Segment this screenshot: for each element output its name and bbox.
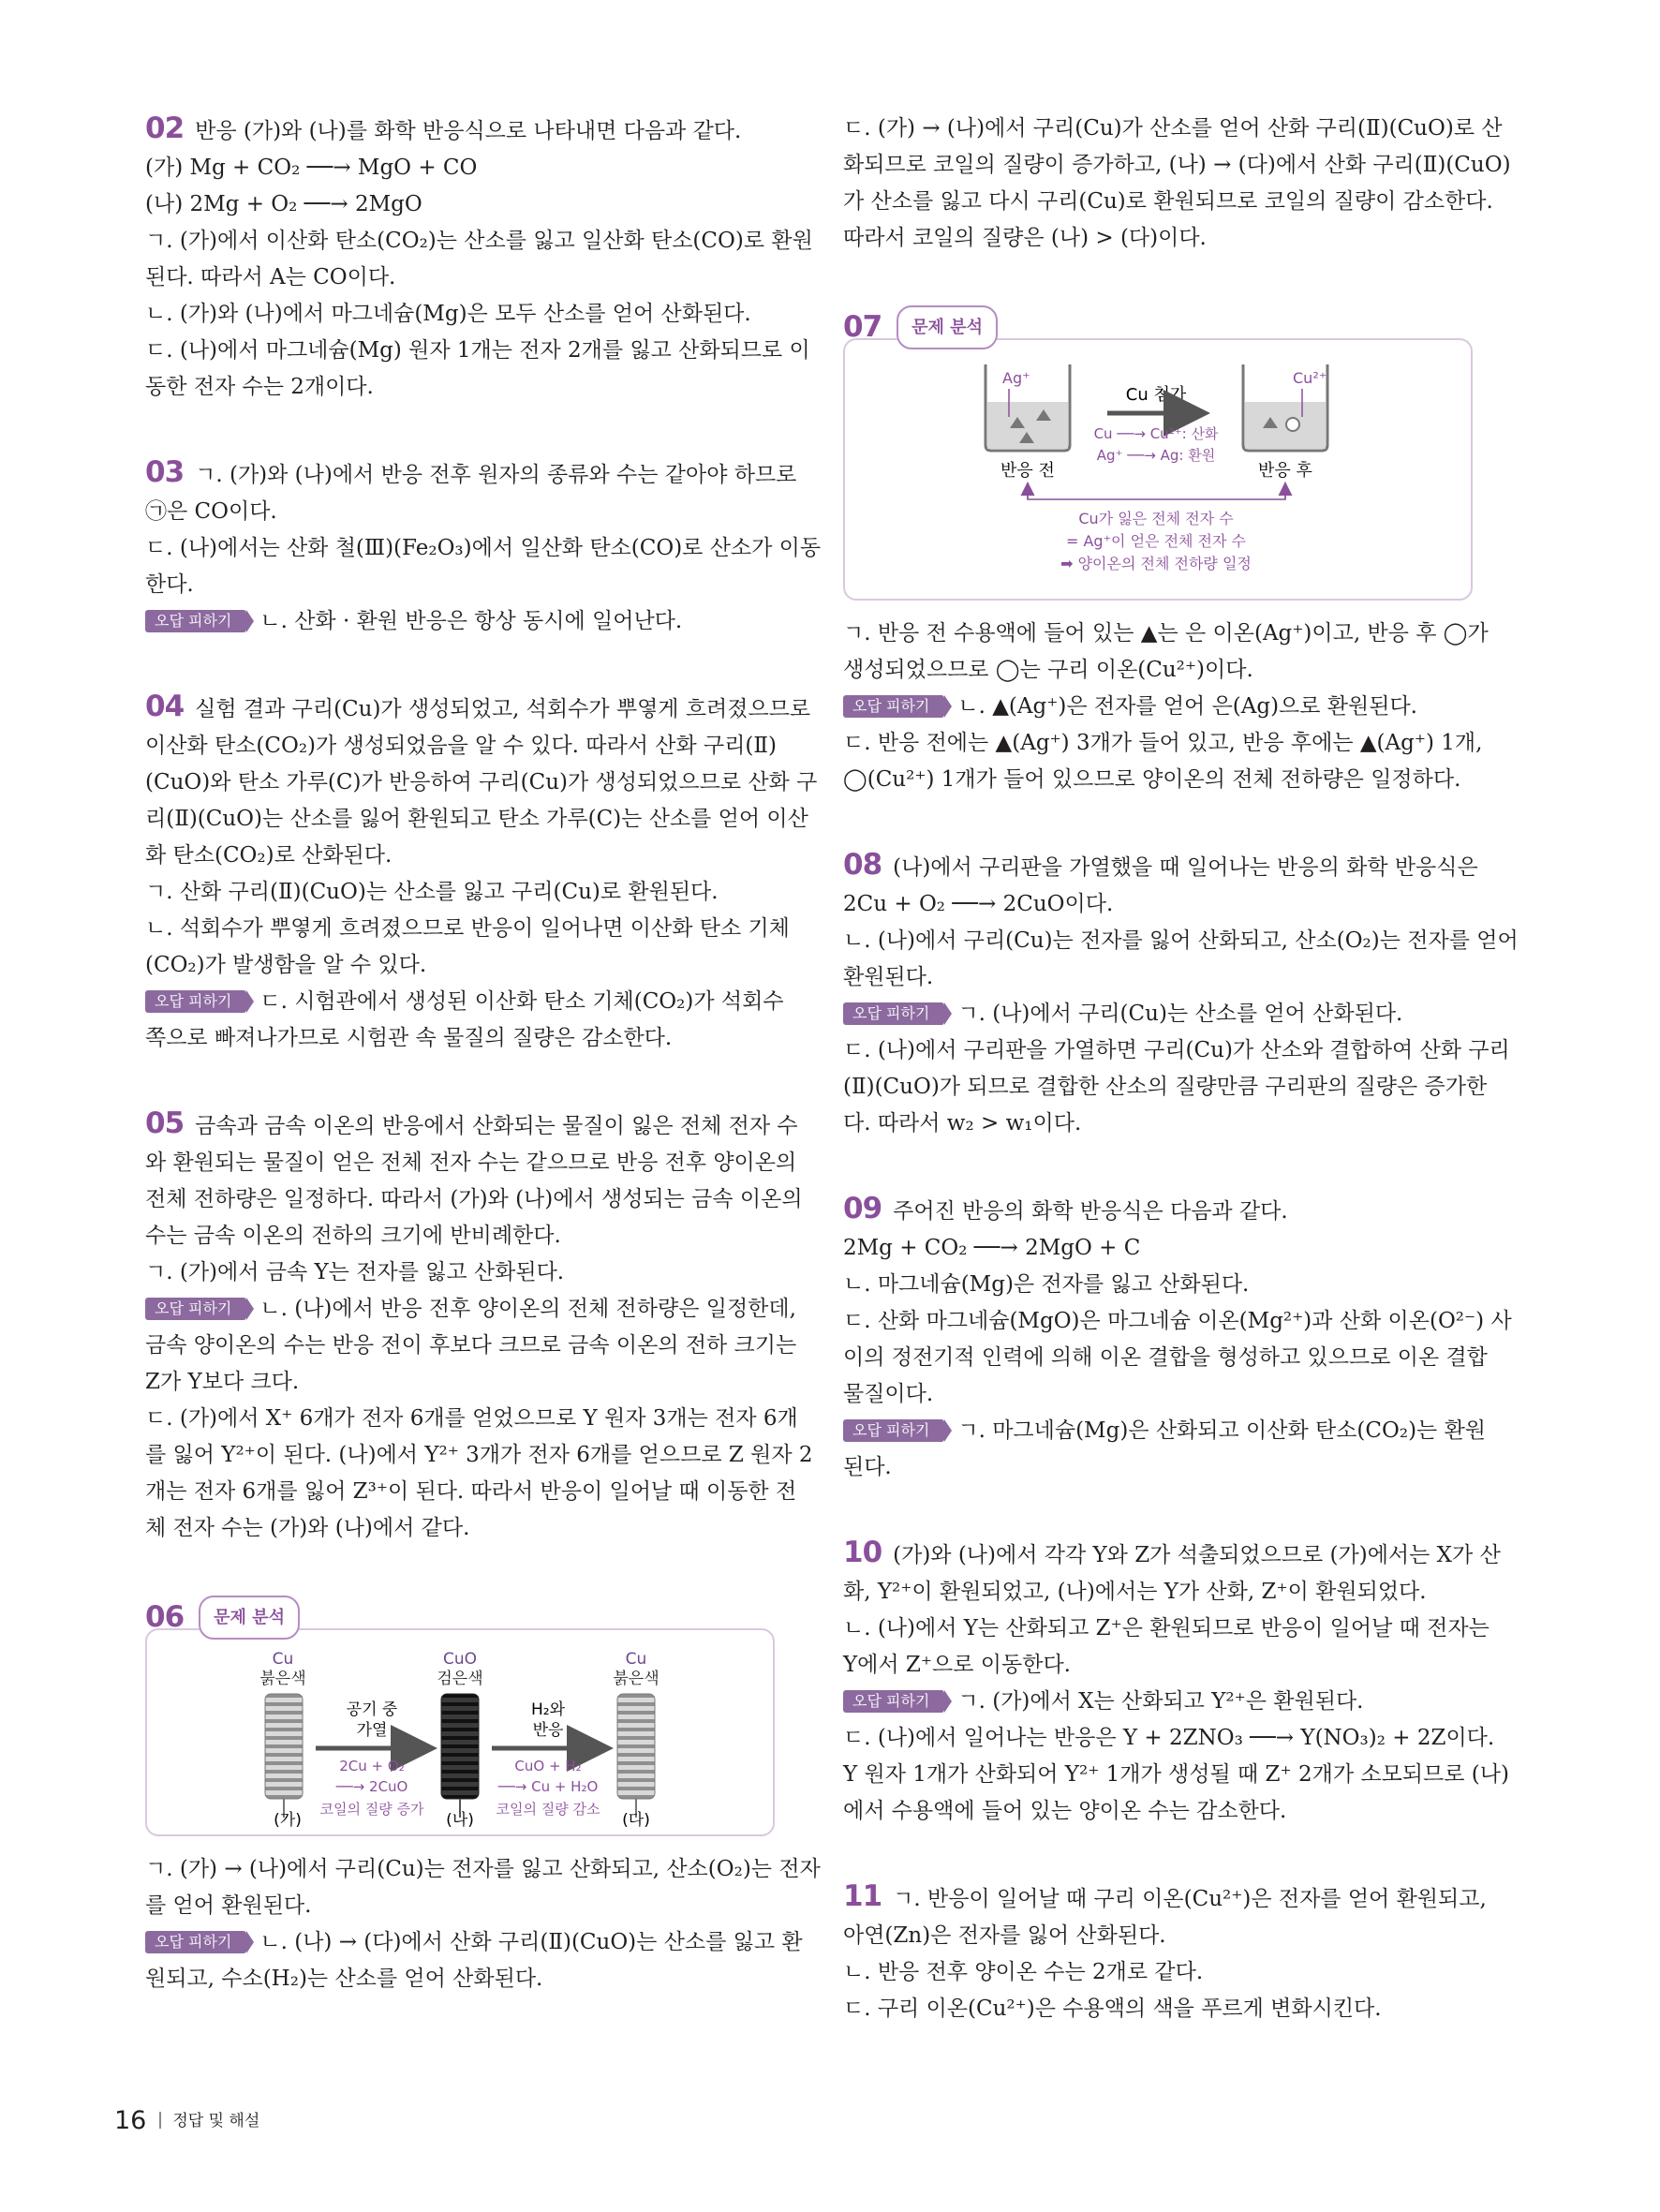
answer-08: [843, 847, 1519, 1142]
answer-10: [843, 1535, 1509, 1830]
text-line: ㄴ. (나)에서 구리(Cu)는 전자를 잃어 산화되고, 산소(O₂)는 전자를 얻어: [843, 928, 1519, 953]
text-line: ㄱ. 산화 구리(Ⅱ)(CuO)는 산소를 잃고 구리(Cu)로 환원된다.: [145, 880, 719, 904]
question-number: 11: [843, 1879, 882, 1913]
wrong-answer-badge: 오답 피하기: [145, 1931, 246, 1953]
text-line: ㄴ. ▲(Ag⁺)은 전자를 얻어 은(Ag)으로 환원된다.: [957, 694, 1417, 719]
arrow2-eq2: ──→ Cu + H₂O: [497, 1778, 599, 1795]
text-line: ㄱ. (가)에서 X는 산화되고 Y²⁺은 환원된다.: [957, 1689, 1364, 1714]
text-line: ㄴ. (가)와 (나)에서 마그네슘(Mg)은 모두 산소를 얻어 산화된다.: [145, 302, 751, 326]
text-line: ㄷ. 산화 마그네슘(MgO)은 마그네슘 이온(Mg²⁺)과 산화 이온(O²⁻) 사: [843, 1309, 1512, 1333]
coil-3: [617, 1694, 655, 1799]
arrow-label: Cu 첨가: [1125, 385, 1187, 405]
text-line: ㄱ. 반응 전 수용액에 들어 있는 ▲는 은 이온(Ag⁺)이고, 반응 후 ◯가: [843, 621, 1489, 646]
arrow1-eq: 2Cu + O₂: [339, 1758, 405, 1774]
answer-04: [145, 689, 818, 1057]
coil2-label: CuO: [442, 1650, 478, 1669]
text-line: 개는 전자 6개를 잃어 Z³⁺이 된다. 따라서 반응이 일어날 때 이동한 전: [145, 1479, 797, 1504]
text-line: ㄷ. (가) → (나)에서 구리(Cu)가 산소를 얻어 산화 구리(Ⅱ)(CuO)로 산: [843, 116, 1503, 141]
text-line: (가) Mg + CO₂ ──→ MgO + CO: [145, 156, 478, 180]
text-line: 에서 수용액에 들어 있는 양이온 수는 감소한다.: [843, 1799, 1287, 1823]
answer-02: [145, 111, 813, 406]
answer-09: [843, 1191, 1512, 1486]
text-line: 아연(Zn)은 전자를 잃어 산화된다.: [843, 1923, 1166, 1948]
text-line: ㄴ. 마그네슘(Mg)은 전자를 잃고 산화된다.: [843, 1272, 1250, 1297]
ion-ag: Ag⁺: [1002, 369, 1030, 387]
text-line: 된다. 따라서 A는 CO이다.: [145, 265, 396, 289]
label-ga: (가): [274, 1811, 302, 1830]
question-number: 06: [145, 1600, 185, 1634]
label-before: 반응 전: [1000, 461, 1055, 481]
label-da: (다): [622, 1811, 650, 1830]
text-line: (CO₂)가 발생함을 알 수 있다.: [145, 953, 427, 977]
text-line: 실험 결과 구리(Cu)가 생성되었고, 석회수가 뿌옇게 흐려졌으므로: [195, 697, 811, 721]
text-line: 된다.: [843, 1455, 892, 1479]
wrong-answer-badge: 오답 피하기: [145, 1298, 246, 1320]
note-decrease: 코일의 질량 감소: [496, 1801, 600, 1818]
text-line: 원되고, 수소(H₂)는 산소를 얻어 산화된다.: [145, 1967, 543, 1991]
beaker-reaction-figure: [845, 340, 1471, 599]
arrow1-eq2: ──→ 2CuO: [335, 1778, 408, 1795]
coil3-label: Cu: [625, 1650, 647, 1669]
text-line: 리(Ⅱ)(CuO)는 산소를 잃어 환원되고 탄소 가루(C)는 산소를 얻어 이산: [145, 807, 808, 831]
text-line: (CuO)와 탄소 가루(C)가 반응하여 구리(Cu)가 생성되었으므로 산화 구: [145, 770, 818, 794]
text-line: (나) 2Mg + O₂ ──→ 2MgO: [145, 192, 422, 216]
text-line: 이의 정전기적 인력에 의해 이온 결합을 형성하고 있으므로 이온 결합: [843, 1345, 1488, 1370]
text-line: 생성되었으므로 ◯는 구리 이온(Cu²⁺)이다.: [843, 658, 1253, 682]
text-line: 쪽으로 빠져나가므로 시험관 속 물질의 질량은 감소한다.: [145, 1026, 673, 1050]
text-line: ㉠은 CO이다.: [145, 499, 277, 524]
left-column: [145, 111, 822, 2046]
problem-analysis-tag: 문제 분석: [199, 1596, 300, 1640]
text-line: 가 산소를 잃고 다시 구리(Cu)로 환원되므로 코일의 질량이 감소한다.: [843, 189, 1493, 214]
right-column: [843, 111, 1519, 2076]
question-number: 08: [843, 848, 882, 882]
coil1-label: Cu: [272, 1650, 294, 1669]
eq-oxidation: Cu ──→ Cu²⁺: 산화: [1093, 425, 1219, 442]
wrong-answer-badge: 오답 피하기: [145, 610, 246, 632]
text-line: 동한 전자 수는 2개이다.: [145, 375, 374, 399]
text-line: (나)에서 구리판을 가열했을 때 일어나는 반응의 화학 반응식은: [893, 855, 1478, 880]
text-line: ㄱ. (가)에서 금속 Y는 전자를 잃고 산화된다.: [145, 1260, 565, 1284]
text-line: ㄱ. (나)에서 구리(Cu)는 산소를 얻어 산화된다.: [957, 1002, 1403, 1026]
coil1-color: 붉은색: [259, 1670, 306, 1688]
note-3: ➡ 양이온의 전체 전하량 일정: [1060, 555, 1252, 572]
note-2: = Ag⁺이 얻은 전체 전자 수: [1065, 532, 1247, 550]
eq-reduction: Ag⁺ ──→ Ag: 환원: [1096, 447, 1216, 464]
wrong-answer-badge: 오답 피하기: [843, 695, 944, 718]
text-line: 체 전자 수는 (가)와 (나)에서 같다.: [145, 1516, 470, 1540]
text-line: 를 얻어 환원된다.: [145, 1893, 312, 1918]
text-line: ㄷ. 구리 이온(Cu²⁺)은 수용액의 색을 푸르게 변화시킨다.: [843, 1997, 1382, 2021]
text-line: 2Mg + CO₂ ──→ 2MgO + C: [843, 1236, 1141, 1260]
answer-03: [145, 454, 822, 640]
question-number: 03: [145, 455, 185, 489]
text-line: ㄱ. 마그네슘(Mg)은 산화되고 이산화 탄소(CO₂)는 환원: [957, 1418, 1487, 1443]
arrow2-label: H₂와: [530, 1700, 566, 1719]
arrow1-label2: 가열: [356, 1721, 388, 1740]
text-line: ㄴ. 석회수가 뿌옇게 흐려졌으므로 반응이 일어나면 이산화 탄소 기체: [145, 916, 790, 941]
text-line: ㄷ. (나)에서 일어나는 반응은 Y + 2ZNO₃ ──→ Y(NO₃)₂ + 2Z이다.: [843, 1726, 1495, 1750]
wrong-answer-badge: 오답 피하기: [843, 1690, 944, 1713]
question-number: 04: [145, 690, 185, 723]
question-number: 09: [843, 1192, 882, 1225]
divider: [159, 2112, 161, 2129]
text-line: ㄴ. (나) → (다)에서 산화 구리(Ⅱ)(CuO)는 산소를 잃고 환: [259, 1930, 803, 1954]
answer-06: [145, 1596, 821, 1997]
text-line: 2Cu + O₂ ──→ 2CuO이다.: [843, 892, 1114, 916]
footer-title: 정답 및 해설: [172, 2112, 260, 2130]
answer-06-continued: [843, 111, 1511, 257]
text-line: 화되므로 코일의 질량이 증가하고, (나) → (다)에서 산화 구리(Ⅱ)(CuO): [843, 153, 1511, 177]
text-line: 한다.: [145, 572, 194, 597]
coil2-color: 검은색: [437, 1670, 483, 1688]
circle-cu-icon: [1286, 418, 1299, 431]
text-line: ㄱ. (가)와 (나)에서 반응 전후 원자의 종류와 수는 같아야 하므로: [195, 463, 797, 487]
answer-05: [145, 1106, 813, 1547]
text-line: 다. 따라서 w₂ > w₁이다.: [843, 1111, 1082, 1136]
text-line: ㄷ. (나)에서 구리판을 가열하면 구리(Cu)가 산소와 결합하여 산화 구리: [843, 1038, 1510, 1062]
text-line: 환원된다.: [843, 965, 934, 989]
coil3-color: 붉은색: [613, 1670, 660, 1688]
text-line: 따라서 코일의 질량은 (나) > (다)이다.: [843, 226, 1207, 250]
wrong-answer-badge: 오답 피하기: [843, 1419, 944, 1442]
text-line: 주어진 반응의 화학 반응식은 다음과 같다.: [893, 1199, 1288, 1224]
text-line: 화 탄소(CO₂)로 산화된다.: [145, 843, 393, 868]
text-line: ㄷ. 시험관에서 생성된 이산화 탄소 기체(CO₂)가 석회수: [259, 989, 784, 1014]
text-line: ㄷ. (가)에서 X⁺ 6개가 전자 6개를 얻었으므로 Y 원자 3개는 전자 6개: [145, 1406, 798, 1431]
text-line: 금속 양이온의 수는 반응 전이 후보다 크므로 금속 이온의 전하 크기는: [145, 1333, 797, 1358]
label-after: 반응 후: [1258, 461, 1312, 481]
question-number: 10: [843, 1536, 882, 1569]
arrow2-label2: 반응: [532, 1721, 564, 1740]
text-line: (Ⅱ)(CuO)가 되므로 결합한 산소의 질량만큼 구리판의 질량은 증가한: [843, 1075, 1488, 1099]
page-footer: [114, 2106, 259, 2135]
note-increase: 코일의 질량 증가: [319, 1801, 424, 1818]
text-line: Y 원자 1개가 산화되어 Y²⁺ 1개가 생성될 때 Z⁺ 2개가 소모되므로 (나): [843, 1762, 1509, 1787]
problem-analysis-tag: 문제 분석: [897, 305, 998, 349]
text-line: ㄷ. 반응 전에는 ▲(Ag⁺) 3개가 들어 있고, 반응 후에는 ▲(Ag⁺) 1개,: [843, 731, 1483, 755]
coil-2: [441, 1694, 479, 1799]
text-line: Y에서 Z⁺으로 이동한다.: [843, 1653, 1071, 1677]
coil-reaction-figure: [147, 1630, 773, 1834]
text-line: ㄴ. 산화 · 환원 반응은 항상 동시에 일어난다.: [259, 609, 683, 633]
text-line: 를 잃어 Y²⁺이 된다. (나)에서 Y²⁺ 3개가 전자 6개를 얻으므로 Z 원자 2: [145, 1443, 813, 1467]
beaker-diagram: [843, 338, 1473, 601]
text-line: 물질이다.: [843, 1382, 934, 1406]
note-1: Cu가 잃은 전체 전자 수: [1078, 510, 1234, 527]
text-line: ㄴ. (나)에서 반응 전후 양이온의 전체 전하량은 일정한데,: [259, 1297, 796, 1321]
text-line: ㄷ. (나)에서 마그네슘(Mg) 원자 1개는 전자 2개를 잃고 산화되므로 이: [145, 338, 810, 363]
coil-1: [265, 1694, 303, 1799]
text-line: 금속과 금속 이온의 반응에서 산화되는 물질이 잃은 전체 전자 수: [195, 1114, 798, 1138]
text-line: 전체 전하량은 일정하다. 따라서 (가)와 (나)에서 생성되는 금속 이온의: [145, 1187, 803, 1211]
text-line: ㄱ. (가) → (나)에서 구리(Cu)는 전자를 잃고 산화되고, 산소(O₂)는 전자: [145, 1857, 821, 1881]
coil-diagram: [145, 1628, 775, 1836]
answer-07: [843, 305, 1489, 798]
text-line: 이산화 탄소(CO₂)가 생성되었음을 알 수 있다. 따라서 산화 구리(Ⅱ): [145, 734, 778, 758]
wrong-answer-badge: 오답 피하기: [843, 1002, 944, 1025]
text-line: (가)와 (나)에서 각각 Y와 Z가 석출되었으므로 (가)에서는 X가 산: [893, 1543, 1501, 1567]
text-line: ㄷ. (나)에서는 산화 철(Ⅲ)(Fe₂O₃)에서 일산화 탄소(CO)로 산소가 이동: [145, 536, 822, 560]
answer-11: [843, 1878, 1487, 2027]
label-na: (나): [446, 1811, 474, 1830]
page-number: 16: [114, 2106, 147, 2135]
text-line: 반응 (가)와 (나)를 화학 반응식으로 나타내면 다음과 같다.: [195, 119, 742, 143]
text-line: 수는 금속 이온의 전하의 크기에 반비례한다.: [145, 1224, 561, 1248]
text-line: ㄴ. (나)에서 Y는 산화되고 Z⁺은 환원되므로 반응이 일어날 때 전자는: [843, 1616, 1490, 1640]
arrow1-label: 공기 중: [346, 1700, 398, 1719]
text-line: 와 환원되는 물질이 얻은 전체 전자 수는 같으므로 반응 전후 양이온의: [145, 1151, 797, 1175]
text-line: ◯(Cu²⁺) 1개가 들어 있으므로 양이온의 전체 전하량은 일정하다.: [843, 767, 1461, 792]
text-line: 화, Y²⁺이 환원되었고, (나)에서는 Y가 산화, Z⁺이 환원되었다.: [843, 1580, 1427, 1604]
text-line: Z가 Y보다 크다.: [145, 1370, 300, 1394]
text-line: ㄴ. 반응 전후 양이온 수는 2개로 같다.: [843, 1960, 1204, 1984]
question-number: 07: [843, 310, 882, 344]
ion-cu: Cu²⁺: [1293, 369, 1327, 387]
text-line: ㄱ. 반응이 일어날 때 구리 이온(Cu²⁺)은 전자를 얻어 환원되고,: [893, 1887, 1487, 1911]
question-number: 02: [145, 111, 185, 145]
question-number: 05: [145, 1106, 185, 1140]
wrong-answer-badge: 오답 피하기: [145, 990, 246, 1013]
text-line: ㄱ. (가)에서 이산화 탄소(CO₂)는 산소를 잃고 일산화 탄소(CO)로 환원: [145, 229, 813, 253]
arrow2-eq: CuO + H₂: [514, 1758, 582, 1774]
